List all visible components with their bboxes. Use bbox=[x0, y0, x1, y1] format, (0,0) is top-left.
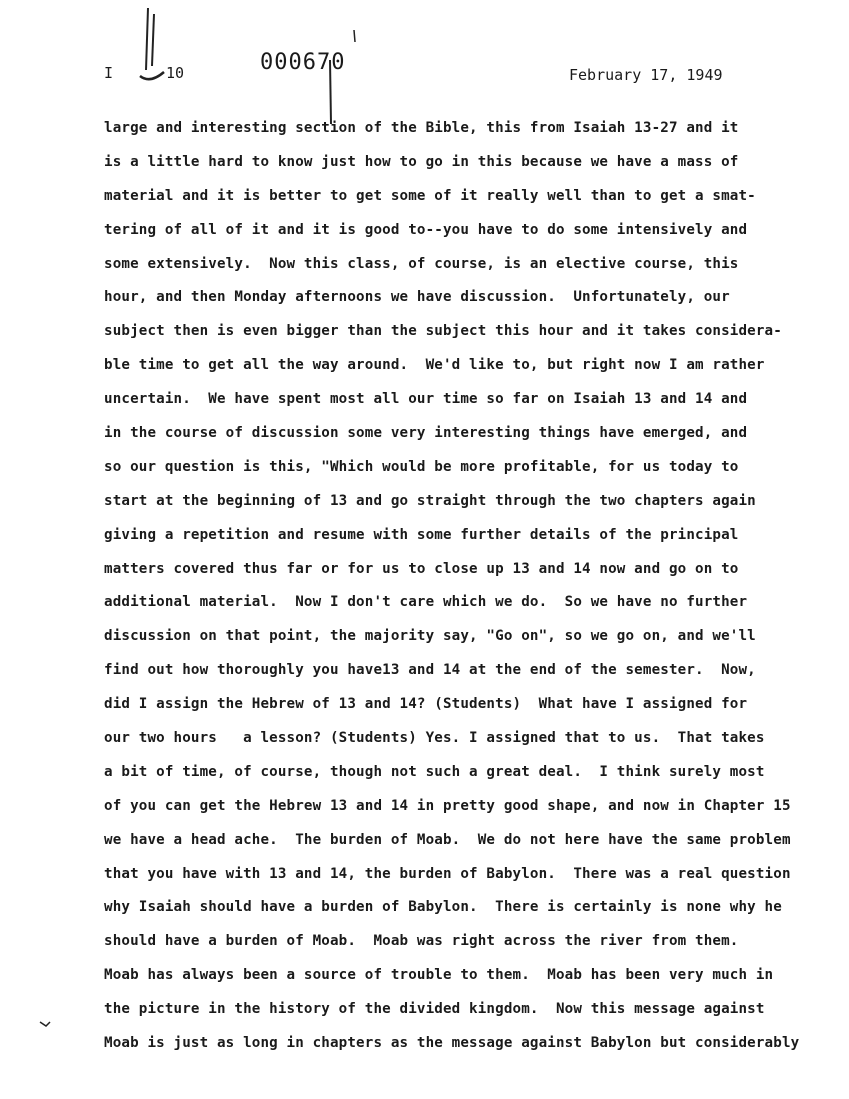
text-line: uncertain. We have spent most all our time so far on Isaiah 13 and 14 and bbox=[104, 391, 748, 408]
document-number: 000670 bbox=[260, 50, 346, 75]
header-left-mark: I bbox=[104, 64, 114, 82]
text-line: Moab is just as long in chapters as the message against Babylon but considerably bbox=[104, 1035, 800, 1052]
text-line: start at the beginning of 13 and go straight through the two chapters again bbox=[104, 492, 756, 509]
text-line: that you have with 13 and 14, the burden of Babylon. There was a real question bbox=[104, 865, 791, 882]
text-line: discussion on that point, the majority say, "Go on", so we go on, and we'll bbox=[104, 628, 756, 645]
text-line: large and interesting section of the Bible, this from Isaiah 13-27 and it bbox=[104, 120, 739, 136]
text-line: why Isaiah should have a burden of Babylon. There is certainly is none why he bbox=[104, 899, 782, 916]
text-line: ble time to get all the way around. We'd like to, but right now I am rather bbox=[104, 357, 765, 374]
text-line: did I assign the Hebrew of 13 and 14? (Students) What have I assigned for bbox=[104, 696, 748, 713]
text-line: should have a burden of Moab. Moab was right across the river from them. bbox=[104, 933, 739, 950]
text-line: giving a repetition and resume with some further details of the principal bbox=[104, 526, 739, 543]
transcript-body bbox=[104, 118, 804, 1067]
page-number: 10 bbox=[166, 64, 185, 82]
text-line: we have a head ache. The burden of Moab. We do not here have the same problem bbox=[104, 831, 791, 848]
text-line: find out how thoroughly you have13 and 14 at the end of the semester. Now, bbox=[104, 662, 756, 679]
text-line: our two hours a lesson? (Students) Yes. I assigned that to us. That takes bbox=[104, 730, 765, 747]
text-line: hour, and then Monday afternoons we have discussion. Unfortunately, our bbox=[104, 289, 730, 306]
text-line: of you can get the Hebrew 13 and 14 in pretty good shape, and now in Chapter 15 bbox=[104, 797, 791, 814]
text-line: material and it is better to get some of it really well than to get a smat- bbox=[104, 187, 756, 204]
text-line: tering of all of it and it is good to--you have to do some intensively and bbox=[104, 221, 748, 238]
text-line: Moab has always been a source of trouble to them. Moab has been very much in bbox=[104, 967, 774, 984]
text-line: some extensively. Now this class, of course, is an elective course, this bbox=[104, 255, 739, 272]
text-line: in the course of discussion some very interesting things have emerged, and bbox=[104, 425, 748, 442]
text-line: subject then is even bigger than the subject this hour and it takes considera- bbox=[104, 323, 782, 340]
document-date: February 17, 1949 bbox=[569, 66, 723, 84]
text-line: matters covered thus far or for us to close up 13 and 14 now and go on to bbox=[104, 560, 739, 577]
text-line: additional material. Now I don't care which we do. So we have no further bbox=[104, 594, 748, 611]
text-line: the picture in the history of the divided kingdom. Now this message against bbox=[104, 1001, 765, 1018]
text-line: a bit of time, of course, though not such a great deal. I think surely most bbox=[104, 763, 765, 780]
text-line: is a little hard to know just how to go in this because we have a mass of bbox=[104, 153, 739, 170]
text-line: so our question is this, "Which would be more profitable, for us today to bbox=[104, 458, 739, 475]
